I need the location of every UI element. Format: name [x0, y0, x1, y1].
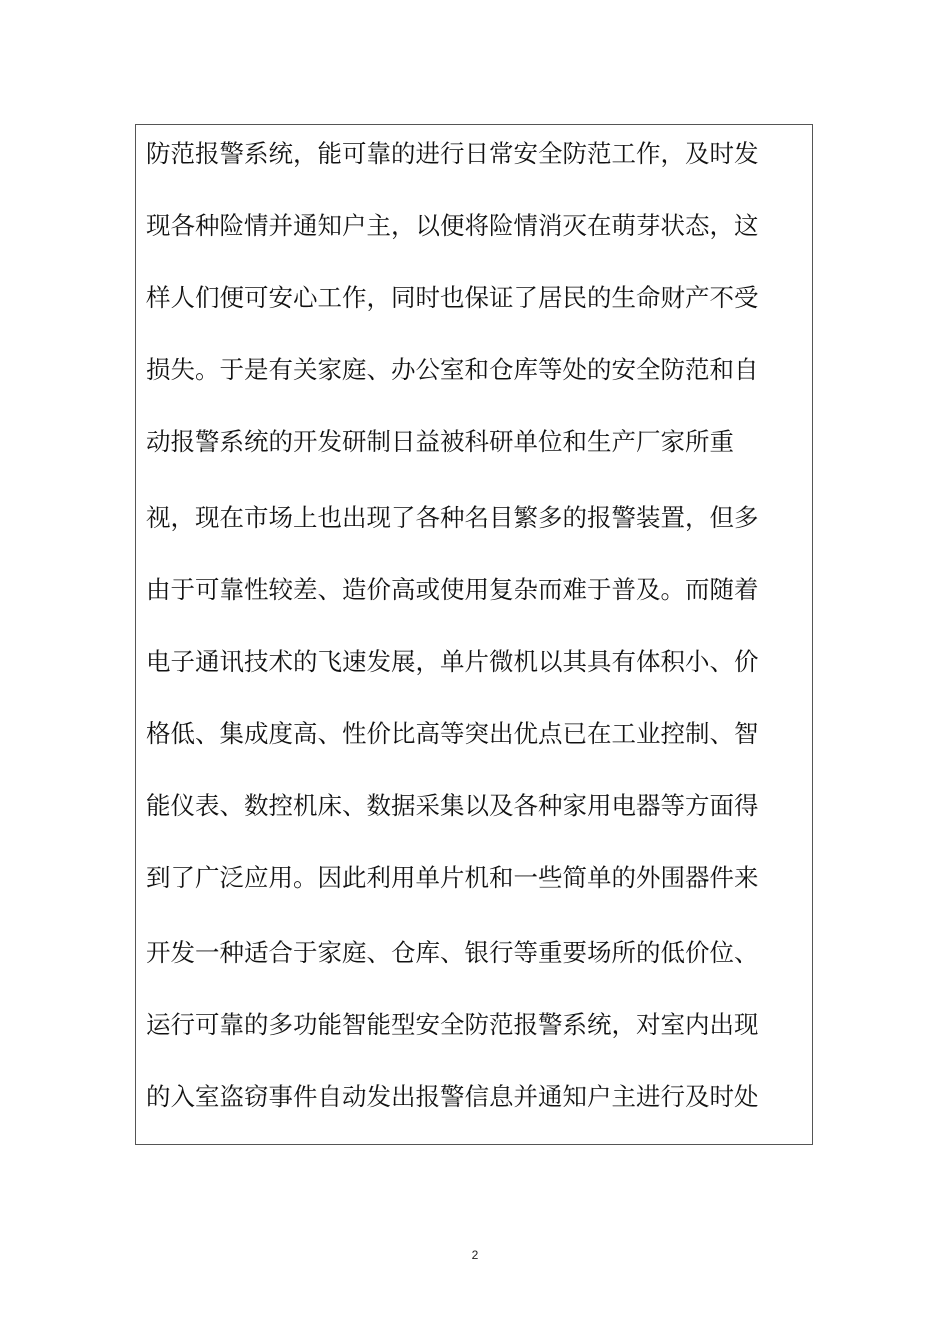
- paragraph-line: 由于可靠性较差、造价高或使用复杂而难于普及。而随着: [146, 575, 759, 604]
- paragraph-line: 视，现在市场上也出现了各种名目繁多的报警装置，但多: [146, 503, 759, 532]
- paragraph-line: 损失。于是有关家庭、办公室和仓库等处的安全防范和自: [146, 355, 759, 384]
- text-frame: [135, 124, 813, 1145]
- paragraph-line: 运行可靠的多功能智能型安全防范报警系统，对室内出现: [146, 1010, 759, 1039]
- page-number: 2: [471, 1248, 479, 1262]
- paragraph-line: 电子通讯技术的飞速发展，单片微机以其具有体积小、价: [146, 647, 759, 676]
- paragraph-line: 的入室盗窃事件自动发出报警信息并通知户主进行及时处: [146, 1082, 759, 1111]
- paragraph-line: 防范报警系统，能可靠的进行日常安全防范工作，及时发: [146, 139, 759, 168]
- paragraph-line: 到了广泛应用。因此利用单片机和一些简单的外围器件来: [146, 863, 759, 892]
- paragraph-line: 现各种险情并通知户主，以便将险情消灭在萌芽状态，这: [146, 211, 759, 240]
- paragraph-line: 格低、集成度高、性价比高等突出优点已在工业控制、智: [146, 719, 759, 748]
- paragraph-line: 能仪表、数控机床、数据采集以及各种家用电器等方面得: [146, 791, 759, 820]
- paragraph-line: 样人们便可安心工作，同时也保证了居民的生命财产不受: [146, 283, 759, 312]
- paragraph-line: 动报警系统的开发研制日益被科研单位和生产厂家所重: [146, 427, 734, 456]
- paragraph-line: 开发一种适合于家庭、仓库、银行等重要场所的低价位、: [146, 938, 759, 967]
